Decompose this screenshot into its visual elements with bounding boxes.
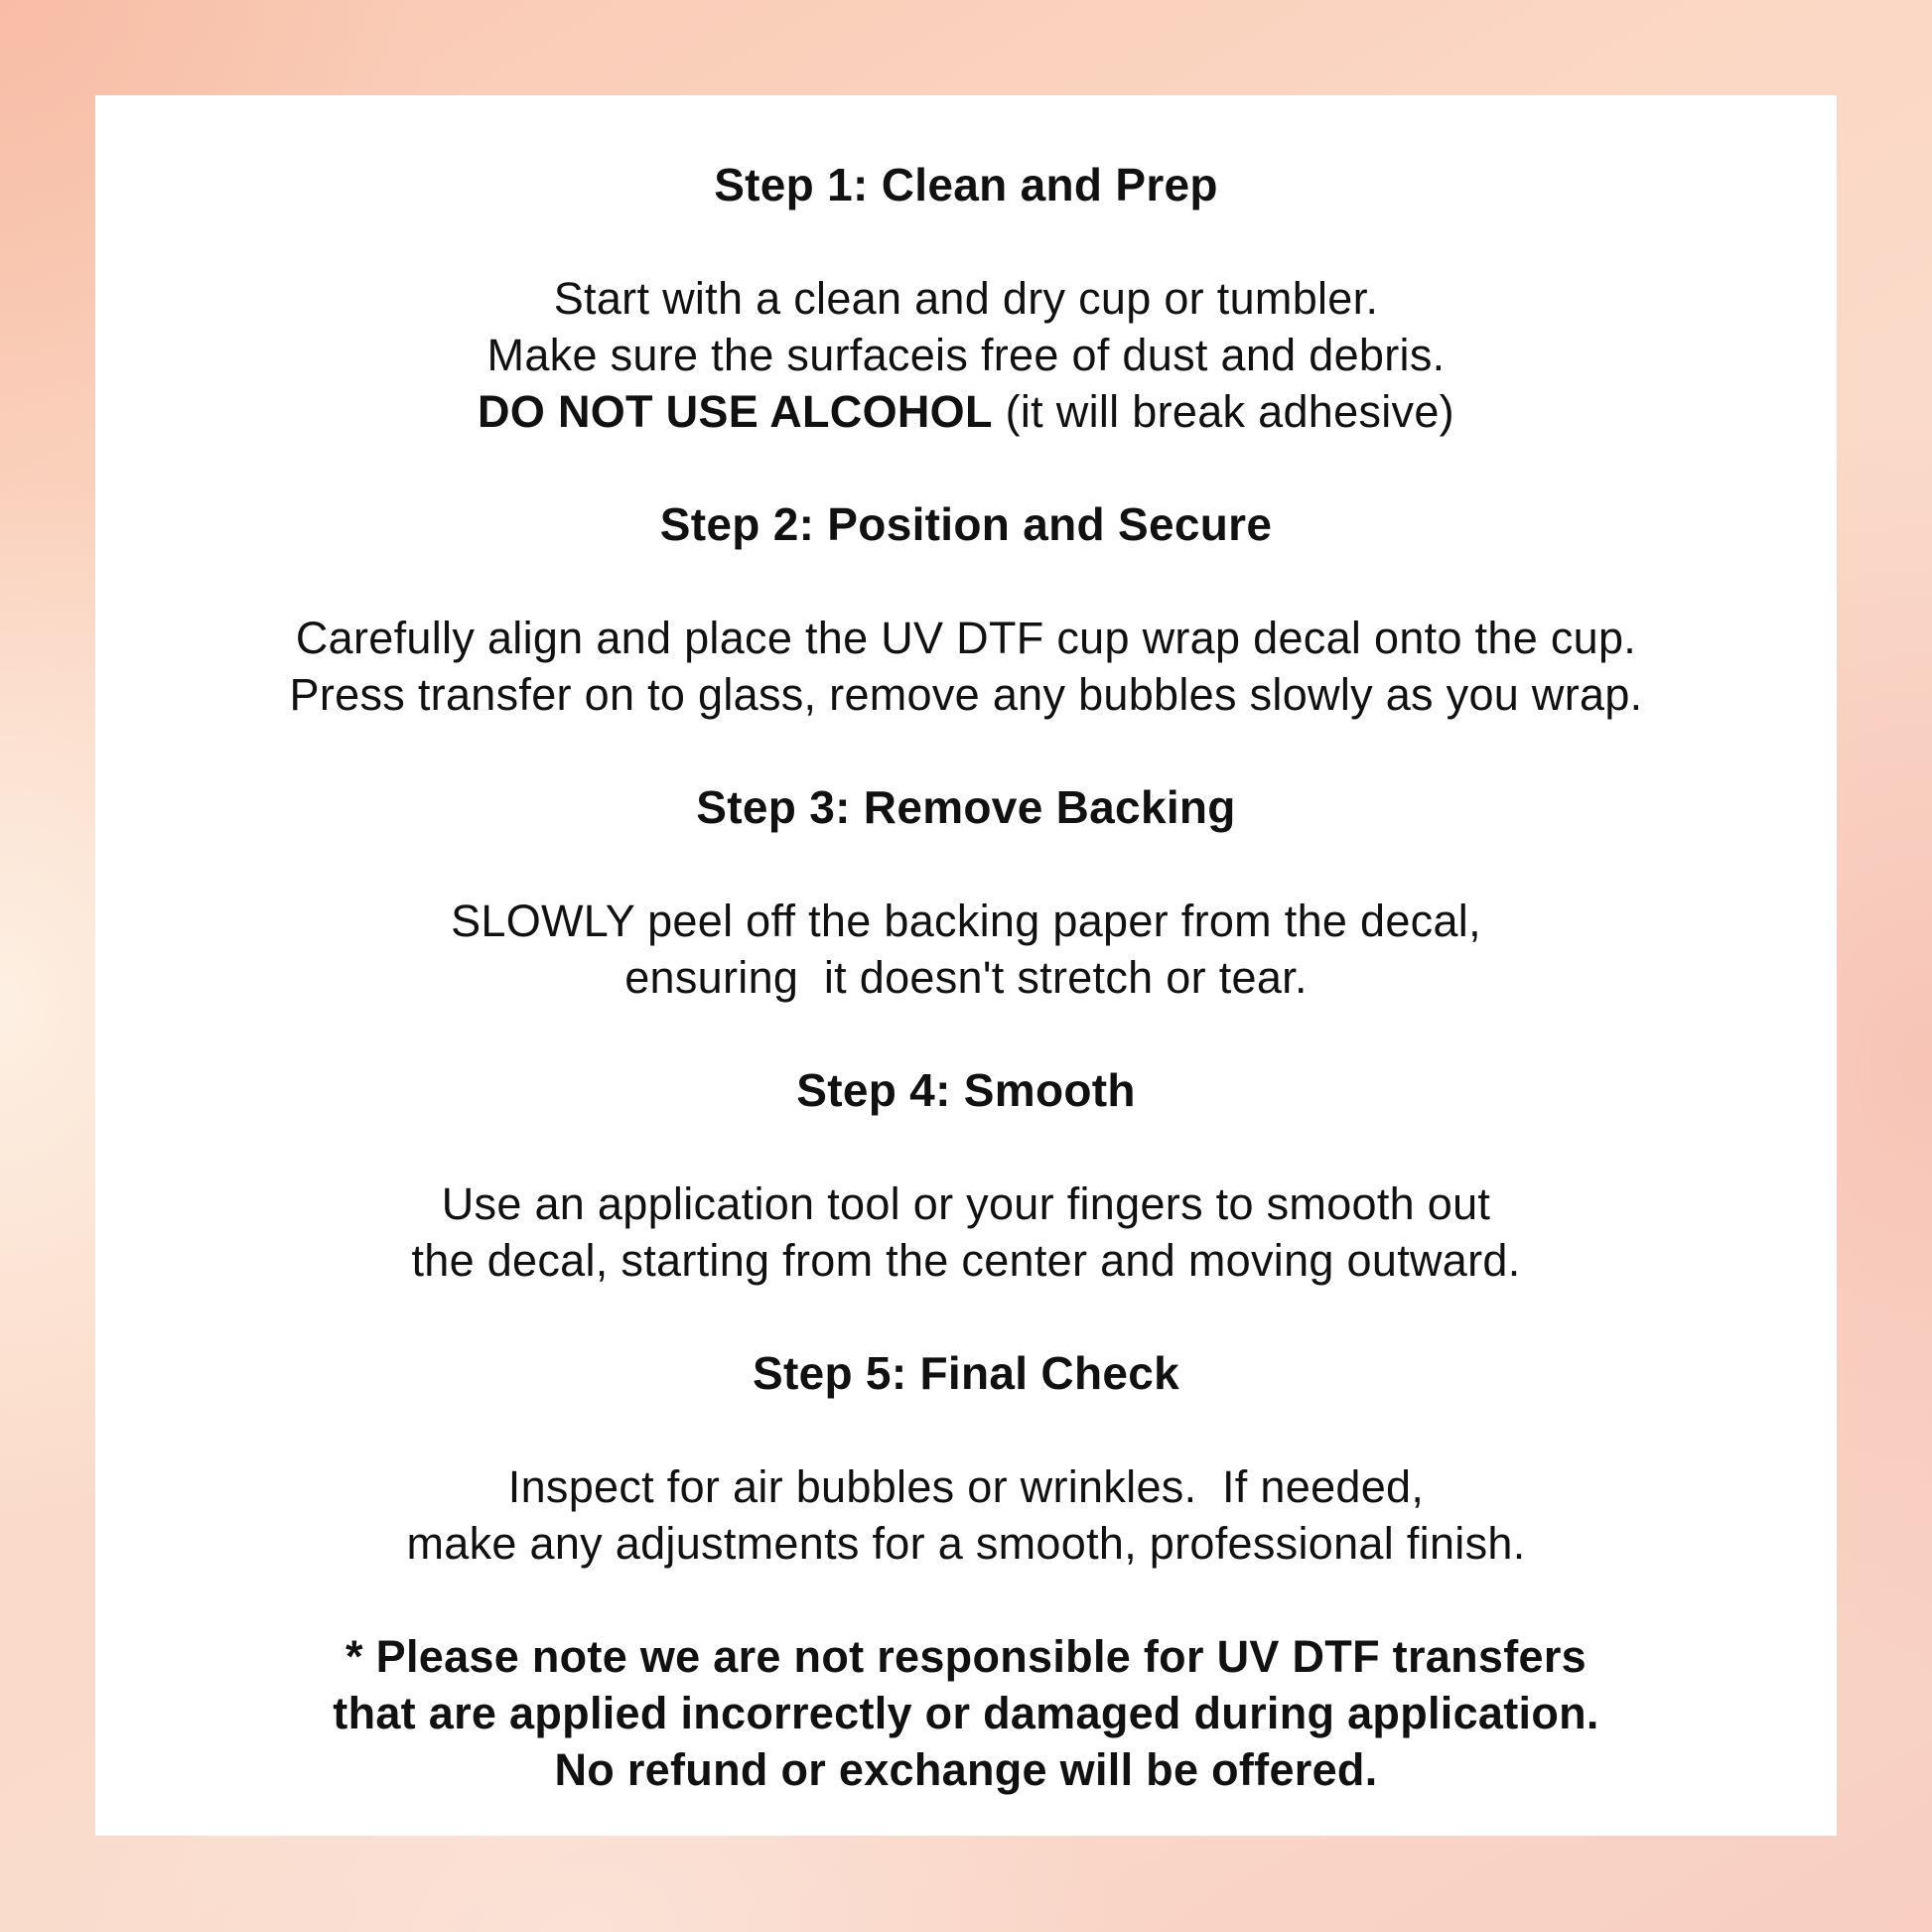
step-1-line-1: Start with a clean and dry cup or tumbler. — [553, 273, 1379, 324]
spacer — [95, 1289, 1837, 1345]
step-1-line-3-warning: DO NOT USE ALCOHOL — [478, 386, 993, 437]
step-3-line-1: SLOWLY peel off the backing paper from the decal, — [451, 896, 1481, 946]
step-5-line-2: make any adjustments for a smooth, professional finish. — [406, 1518, 1526, 1569]
step-2-heading: Step 2: Position and Secure — [659, 498, 1273, 550]
disclaimer-line-3: No refund or exchange will be offered. — [554, 1744, 1378, 1795]
step-2-line-2: Press transfer on to glass, remove any bubbles slowly as you wrap. — [289, 669, 1643, 720]
spacer — [95, 1572, 1837, 1628]
spacer — [95, 836, 1837, 893]
spacer — [95, 213, 1837, 270]
step-1-line-3-note: (it will break adhesive) — [992, 386, 1454, 437]
step-3-line-2: ensuring it doesn't stretch or tear. — [624, 952, 1308, 1003]
step-1-line-2: Make sure the surfaceis free of dust and debris. — [486, 330, 1446, 380]
spacer — [95, 1119, 1837, 1175]
step-1-line-3 — [95, 383, 1837, 440]
disclaimer-line-2: that are applied incorrectly or damaged during application. — [333, 1688, 1599, 1738]
step-3-heading: Step 3: Remove Backing — [696, 781, 1236, 833]
spacer — [95, 1402, 1837, 1458]
disclaimer-line-1: * Please note we are not responsible for UV DTF transfers — [345, 1631, 1587, 1682]
spacer — [95, 440, 1837, 496]
spacer — [95, 1006, 1837, 1062]
step-5-heading: Step 5: Final Check — [752, 1347, 1180, 1399]
step-1-heading: Step 1: Clean and Prep — [714, 159, 1218, 210]
spacer — [95, 553, 1837, 610]
instruction-card — [95, 95, 1837, 1836]
step-4-line-1: Use an application tool or your fingers to smooth out — [441, 1178, 1491, 1229]
step-4-line-2: the decal, starting from the center and moving outward. — [411, 1235, 1521, 1286]
spacer — [95, 723, 1837, 779]
step-5-line-1: Inspect for air bubbles or wrinkles. If needed, — [507, 1461, 1425, 1512]
step-2-line-1: Carefully align and place the UV DTF cup wrap decal onto the cup. — [295, 613, 1637, 663]
step-4-heading: Step 4: Smooth — [796, 1064, 1136, 1116]
